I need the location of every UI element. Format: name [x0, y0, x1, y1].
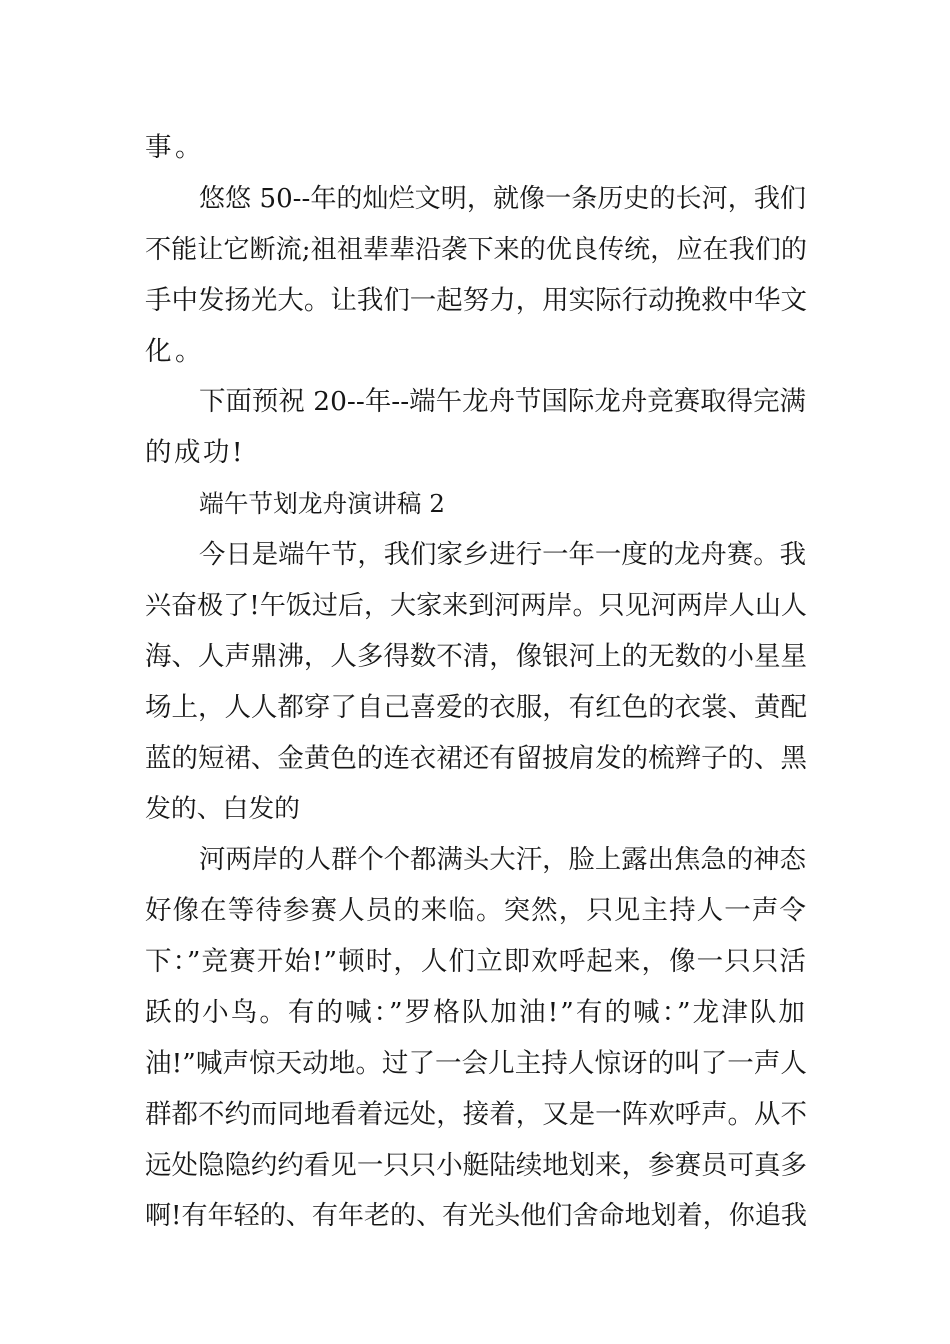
text-line — [0, 431, 950, 475]
line-text: 悠悠 50--年的灿烂文明，就像一条历史的长河，我们 — [199, 184, 806, 214]
text-line — [0, 889, 950, 933]
text-line — [0, 737, 950, 781]
line-text: 场上，人人都穿了自己喜爱的衣服，有红色的衣裳、黄配 — [145, 692, 807, 723]
line-text: 蓝的短裙、金黄色的连衣裙还有留披肩发的梳辫子的、黑 — [145, 743, 807, 774]
text-line — [0, 279, 950, 323]
text-line — [0, 1042, 950, 1086]
line-text: 下面预祝 20--年--端午龙舟节国际龙舟竞赛取得完满 — [199, 386, 806, 417]
line-text: 的成功! — [145, 437, 245, 468]
line-text: 化。 — [145, 336, 205, 367]
line-text: 跃的小鸟。有的喊：”罗格队加油!”有的喊：”龙津队加 — [145, 997, 807, 1028]
text-line — [0, 1093, 950, 1137]
text-line — [0, 533, 950, 577]
text-line — [0, 330, 950, 374]
line-text: 不能让它断流;祖祖辈辈沿袭下来的优良传统，应在我们的 — [145, 235, 807, 265]
text-line — [0, 686, 950, 730]
text-line — [0, 380, 950, 424]
text-line — [0, 126, 950, 170]
text-line — [0, 940, 950, 984]
line-text: 群都不约而同地看着远处，接着，又是一阵欢呼声。从不 — [145, 1099, 807, 1130]
text-line — [0, 838, 950, 882]
section-heading: 端午节划龙舟演讲稿 2 — [199, 489, 445, 518]
line-text: 兴奋极了!午饭过后，大家来到河两岸。只见河两岸人山人 — [145, 591, 807, 621]
text-line — [0, 787, 950, 831]
line-text: 油!”喊声惊天动地。过了一会儿主持人惊讶的叫了一声人 — [145, 1048, 807, 1079]
text-line — [0, 482, 950, 526]
text-line — [0, 1144, 950, 1188]
line-text: 今日是端午节，我们家乡进行一年一度的龙舟赛。我 — [199, 540, 806, 570]
line-text: 海、人声鼎沸，人多得数不清，像银河上的无数的小星星 — [145, 641, 807, 672]
line-text: 啊!有年轻的、有年老的、有光头他们舍命地划着，你追我 — [145, 1201, 807, 1231]
text-line — [0, 584, 950, 628]
line-text: 发的、白发的 — [145, 794, 300, 824]
text-line — [0, 177, 950, 221]
line-text: 远处隐隐约约看见一只只小艇陆续地划来，参赛员可真多 — [145, 1150, 807, 1181]
text-line — [0, 228, 950, 272]
text-line — [0, 1194, 950, 1238]
text-line — [0, 635, 950, 679]
line-text: 事。 — [145, 132, 205, 163]
text-line — [0, 991, 950, 1035]
line-text: 好像在等待参赛人员的来临。突然，只见主持人一声令 — [145, 895, 807, 926]
line-text: 手中发扬光大。让我们一起努力，用实际行动挽救中华文 — [145, 285, 807, 316]
line-text: 河两岸的人群个个都满头大汗，脸上露出焦急的神态 — [199, 845, 806, 875]
line-text: 下：”竞赛开始!”顿时，人们立即欢呼起来，像一只只活 — [145, 946, 807, 977]
